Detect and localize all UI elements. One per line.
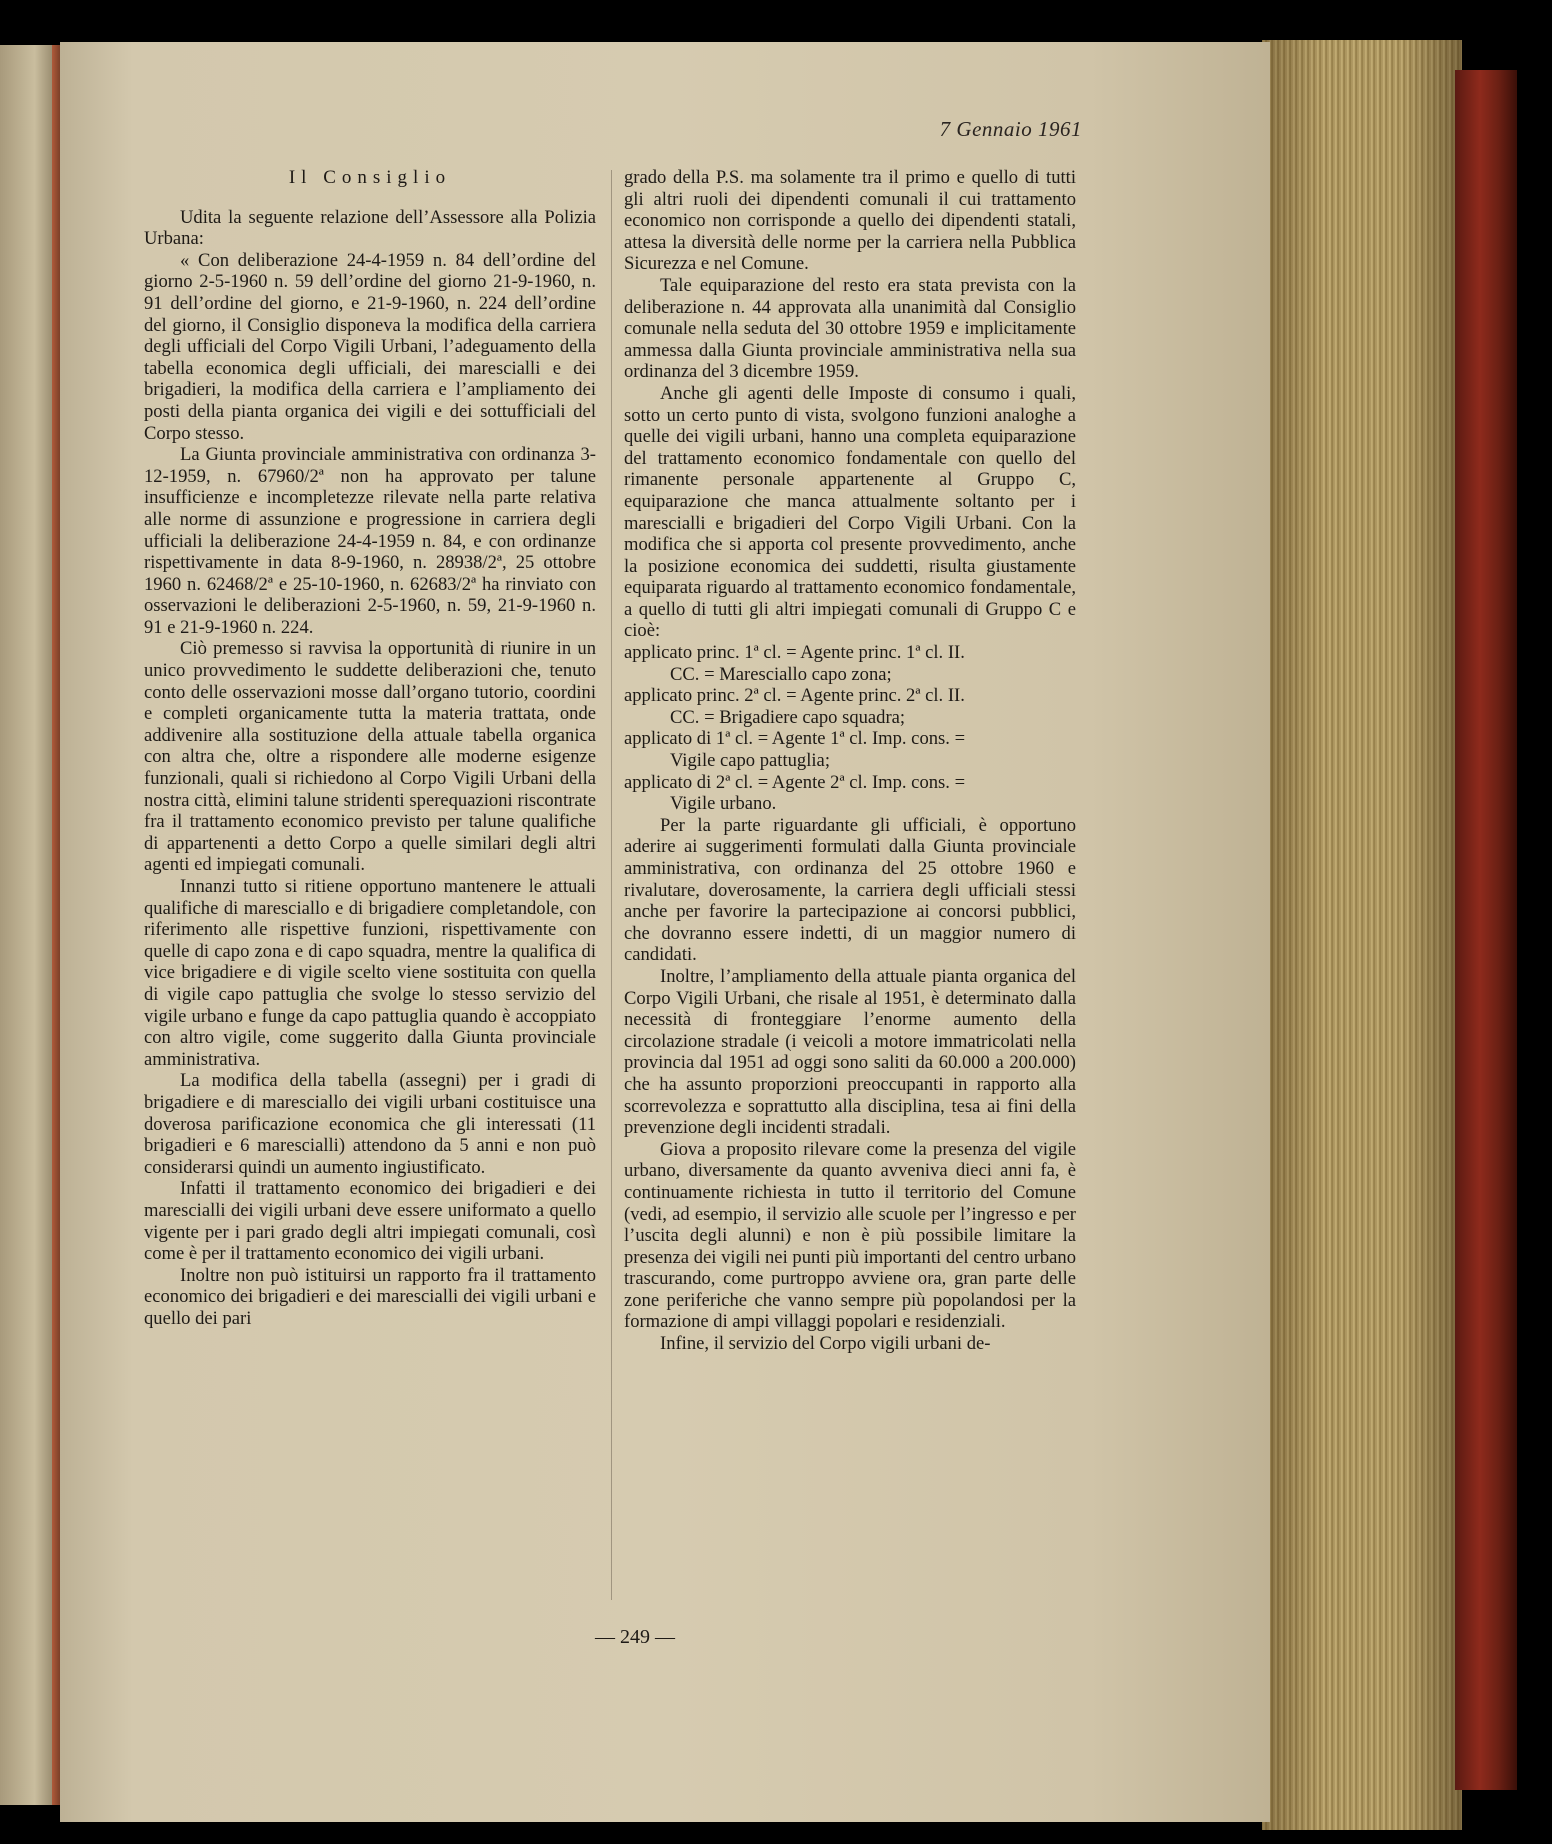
paragraph: Anche gli agenti delle Imposte di consumo i quali, sotto un certo punto di vista, svolgono funzioni analoghe a quelle dei vigili urbani, hanno una completa equiparazione del trattamento economico fondamentale con quello del rimanente personale appartenente al Gruppo C, equiparazione che manca attualmente soltanto per i marescialli e brigadieri del Corpo Vigili Urbani. Con la modifica che si apporta col presente provvedimento, anche la posizione economica dei suddetti, risulta giustamente equiparata riguardo al trattamento economico fondamentale, a quello di tutti gli altri impiegati comunali di Gruppo C e cioè:: [624, 382, 1076, 642]
paragraph: Infatti il trattamento economico dei brigadieri e dei marescialli dei vigili urbani deve essere uniformato a quello vigente per i pari grado degli altri impiegati comunali, così come è per il trattamento economico dei vigili urbani.: [144, 1178, 596, 1265]
paragraph: Tale equiparazione del resto era stata prevista con la deliberazione n. 44 approvata alla unanimità dal Consiglio comunale nella seduta del 30 ottobre 1959 e implicitamente ammessa dalla Giunta provinciale amministrativa nella sua ordinanza del 3 dicembre 1959.: [624, 274, 1076, 383]
paragraph: Inoltre, l’ampliamento della attuale pianta organica del Corpo Vigili Urbani, che risale al 1951, è determinato dalla necessità di fronteggiare l’enorme aumento della circolazione stradale (i veicoli a motore immatricolati nella provincia dal 1951 ad oggi sono saliti da 60.000 a 200.000) che ha assunto proporzioni preoccupanti in rapporto alla scorrevolezza e soprattutto alla disciplina, tesa ai fini della prevenzione degli incidenti stradali.: [624, 965, 1076, 1139]
book-cover: [1455, 70, 1517, 1790]
equivalence-cont: CC. = Brigadiere capo squadra;: [670, 706, 906, 728]
equivalence-cont: Vigile urbano.: [670, 793, 777, 815]
paragraph: grado della P.S. ma solamente tra il primo e quello di tutti gli altri ruoli dei dipendenti comunali il cui trattamento economico non corrisponde a quello dei dipendenti statali, attesa la diversità delle norme per la carriera nella Pubblica Sicurezza e nel Comune.: [624, 167, 1076, 275]
equivalence-line: applicato princ. 2ª cl. = Agente princ. 2ª cl. II.: [624, 685, 965, 707]
paragraph: Ciò premesso si ravvisa la opportunità di riunire in un unico provvedimento le suddette deliberazioni che, tenuto conto delle osservazioni mosse dall’organo tutorio, coordini e completi organicamente tutta la materia trattata, onde addivenire alla sostituzione della attuale tabella organica con altra che, oltre a rispondere alle moderne esigenze funzionali, quali si richiedono al Corpo Vigili Urbani della nostra città, elimini talune stridenti sperequazioni riscontrate fra il trattamento economico previsto per talune qualifiche di appartenenti a detto Corpo a quelle similari degli altri agenti ed impiegati comunali.: [144, 638, 596, 876]
equivalence-line: applicato di 1ª cl. = Agente 1ª cl. Imp. cons. =: [624, 728, 966, 750]
paragraph: Inoltre non può istituirsi un rapporto fra il trattamento economico dei brigadieri e dei marescialli dei vigili urbani e quello dei pari: [144, 1264, 596, 1329]
previous-page-edge: [0, 45, 58, 1805]
equivalence-cont: CC. = Maresciallo capo zona;: [670, 663, 892, 685]
equivalence-line: applicato princ. 1ª cl. = Agente princ. 1ª cl. II.: [624, 642, 965, 664]
page-number: — 249 —: [595, 1626, 675, 1648]
equivalence-cont: Vigile capo pattuglia;: [670, 750, 830, 772]
paragraph: « Con deliberazione 24-4-1959 n. 84 dell’ordine del giorno 2-5-1960 n. 59 dell’ordine del giorno 21-9-1960, n. 91 dell’ordine del giorno, e 21-9-1960, n. 224 dell’ordine del giorno, il Consiglio disponeva la modifica della carriera degli ufficiali del Corpo Vigili Urbani, l’adeguamento della tabella economica degli ufficiali, dei marescialli e dei brigadieri, la modifica della carriera e l’ampliamento dei posti della pianta organica dei vigili e dei sottufficiali del Corpo stesso.: [144, 249, 596, 444]
equivalence-line: applicato di 2ª cl. = Agente 2ª cl. Imp. cons. =: [624, 771, 966, 793]
section-title: Il Consiglio: [288, 167, 452, 188]
right-column: [624, 167, 1076, 1355]
paragraph: Infine, il servizio del Corpo vigili urbani de-: [660, 1333, 991, 1355]
paragraph: Per la parte riguardante gli ufficiali, è opportuno aderire ai suggerimenti formulati dalla Giunta provinciale amministrativa, con ordinanza del 25 ottobre 1960 e rivalutare, doverosamente, la carriera degli ufficiali stessi anche per favorire la partecipazione ai concorsi pubblici, che dovranno essere indetti, di un maggior numero di candidati.: [624, 814, 1076, 966]
paragraph: La modifica della tabella (assegni) per i gradi di brigadiere e di maresciallo dei vigili urbani costituisce una doverosa parificazione economica che gli interessati (11 brigadieri e 6 marescialli) attendono da 5 anni e non può considerarsi quindi un aumento ingiustificato.: [144, 1070, 596, 1178]
column-divider: [611, 170, 612, 1600]
left-column: [144, 167, 596, 1329]
page-stack-shade: [1262, 40, 1462, 1830]
paragraph: Giova a proposito rilevare come la presenza del vigile urbano, diversamente da quanto avveniva dieci anni fa, è continuamente richiesta in tutto il territorio del Comune (vedi, ad esempio, il servizio alle scuole per l’ingresso e per l’uscita degli alunni) e non è più possibile limitare la presenza dei vigili nei punti più importanti del centro urbano trascurando, come purtroppo avviene ora, gran parte delle zone periferiche che vanno sempre più popolandosi per la formazione di ampi villaggi popolari e residenziali.: [624, 1138, 1076, 1333]
paragraph: Udita la seguente relazione dell’Assessore alla Polizia Urbana:: [144, 206, 596, 250]
paragraph: La Giunta provinciale amministrativa con ordinanza 3-12-1959, n. 67960/2ª non ha approvato per talune insufficienze e incompletezze rilevate nella parte relativa alle norme di assunzione e progressione in carriera degli ufficiali la deliberazione 24-4-1959 n. 84, e con ordinanze rispettivamente in data 8-9-1960, n. 28938/2ª, 25 ottobre 1960 n. 62468/2ª e 25-10-1960, n. 62683/2ª ha rinviato con osservazioni le deliberazioni 2-5-1960, n. 59, 21-9-1960 n. 91 e 21-9-1960 n. 224.: [144, 444, 596, 638]
paragraph: Innanzi tutto si ritiene opportuno mantenere le attuali qualifiche di maresciallo e di brigadiere completandole, con riferimento alle rispettive funzioni, rispettivamente con quelle di capo zona e di capo squadra, mentre la qualifica di vice brigadiere e di vigile scelto viene sostituita con quella di vigile capo pattuglia che svolge lo stesso servizio del vigile urbano e funge da capo pattuglia quando è accoppiato con altro vigile, come suggerito dalla Giunta provinciale amministrativa.: [144, 876, 596, 1070]
header-date: 7 Gennaio 1961: [939, 117, 1082, 141]
